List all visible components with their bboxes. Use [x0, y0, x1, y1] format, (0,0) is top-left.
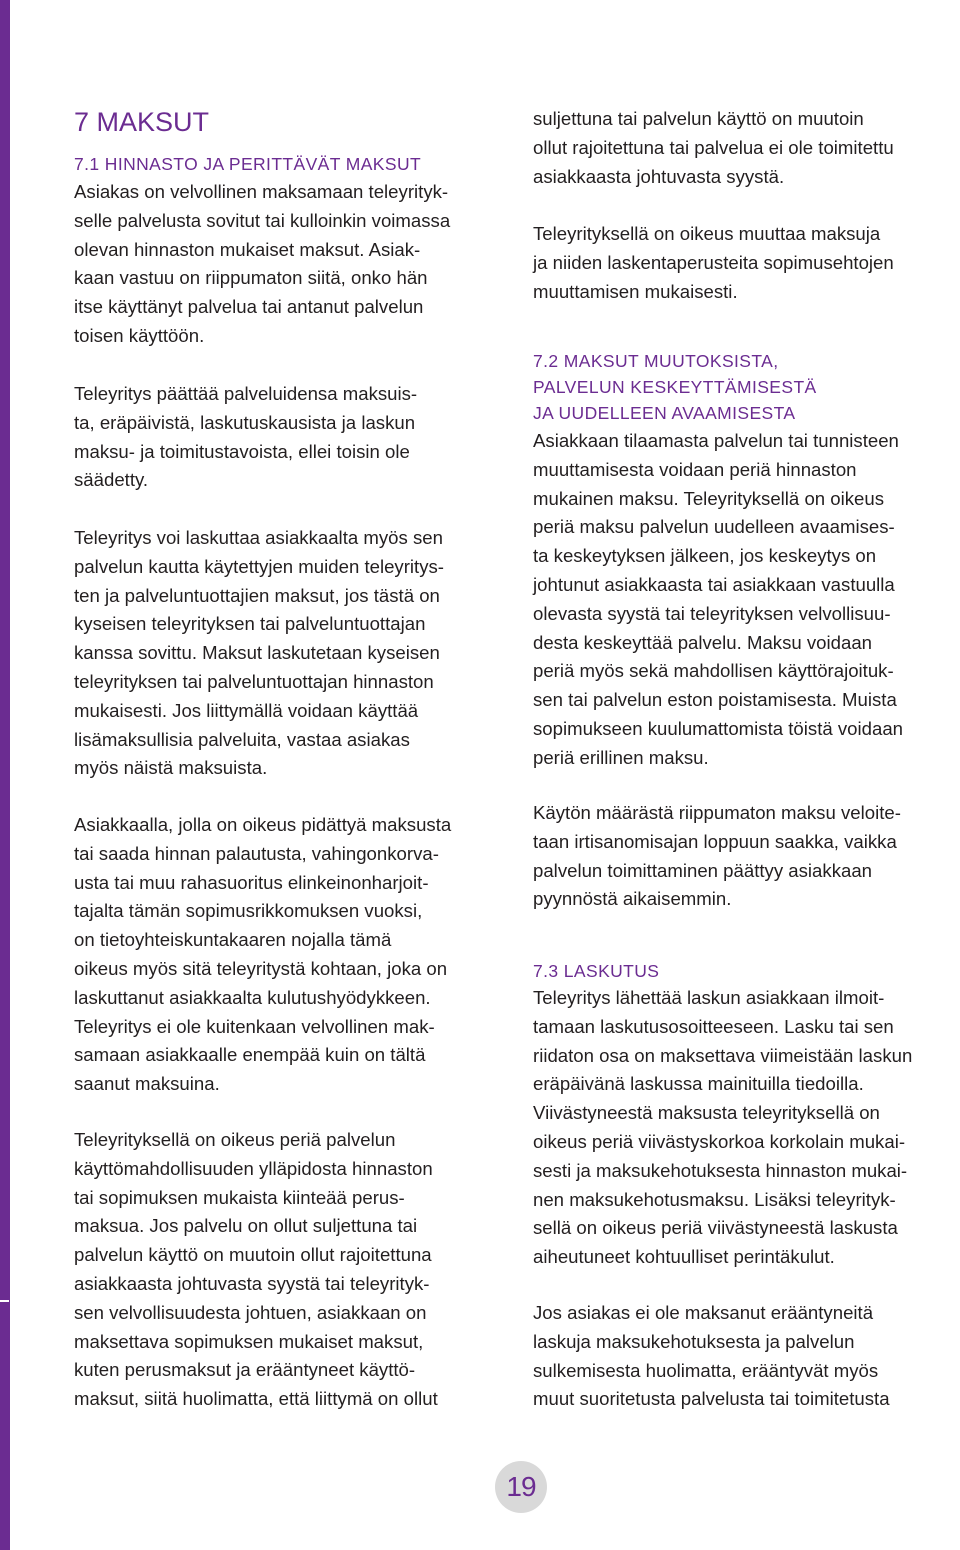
paragraph-right-4: Käytön määrästä riippumaton maksu veloite- taan irtisanomisajan loppuun saakka, vaikka palvelun toimittaminen päättyy asiakkaan pyynnöstä aikaisemmin. — [533, 802, 901, 910]
section-title: 7 MAKSUT — [74, 107, 210, 137]
heading-7-1: 7.1 HINNASTO JA PERITTÄVÄT MAKSUT — [74, 154, 422, 174]
side-tick-mark — [0, 1300, 9, 1302]
paragraph-right-2: Teleyrityksellä on oikeus muuttaa maksuja ja niiden laskentaperusteita sopimusehtojen muuttamisen mukaisesti. — [533, 223, 894, 302]
paragraph-right-5: Teleyritys lähettää laskun asiakkaan ilmoit- tamaan laskutusosoitteeseen. Lasku tai sen riidaton osa on maksettava viimeistään laskun eräpäivänä laskussa mainituilla tiedoilla. Viivästyneestä maksusta teleyrityksellä on oikeus periä viivästyskorkoa korkolain mukai- sesti ja maksukehotuksesta hinnaston mukai- nen maksukehotusmaksu. Lisäksi teleyrityk- sellä on oikeus periä viivästyneestä laskusta aiheutuneet kohtuulliset perintäkulut. — [533, 987, 913, 1268]
paragraph-left-3: Teleyritys voi laskuttaa asiakkaalta myös sen palvelun kautta käytettyjen muiden teleyritys- ten ja palveluntuottajien maksut, jos tästä on kyseisen teleyrityksen tai palveluntuottajan kanssa sovittu. Maksut laskutetaan kyseisen teleyrityksen tai palveluntuottajan hinnaston mukaisesti. Jos liittymällä voidaan käyttää lisämaksullisia palveluita, vastaa asiakas myös näistä maksuista. — [74, 527, 444, 779]
paragraph-left-5: Teleyrityksellä on oikeus periä palvelun käyttömahdollisuuden ylläpidosta hinnaston tai sopimuksen mukaista kiinteää perus- maksua. Jos palvelu on ollut suljettuna tai palvelun käyttö on muutoin ollut rajoitettuna asiakkaasta johtuvasta syystä tai teleyrityk- sen velvollisuudesta johtuen, asiakkaan on maksettava sopimuksen mukaiset maksut, kuten perusmaksut ja erääntyneet käyttö- maksut, siitä huolimatta, että liittymä on ollut — [74, 1129, 438, 1410]
page-number-badge: 19 — [495, 1461, 547, 1513]
paragraph-right-3: Asiakkaan tilaamasta palvelun tai tunnisteen muuttamisesta voidaan periä hinnaston mukainen maksu. Teleyrityksellä on oikeus periä maksu palvelun uudelleen avaamises- ta keskeytyksen jälkeen, jos keskeytys on johtunut asiakkaasta tai asiakkaan vastuulla olevasta syystä tai teleyrityksen velvollisuu- desta keskeyttää palvelu. Maksu voidaan periä myös sekä mahdollisen käyttörajoituk- sen tai palvelun eston poistamisesta. Muista sopimukseen kuulumattomista töistä voidaan periä erillinen maksu. — [533, 430, 904, 768]
heading-7-2: 7.2 MAKSUT MUUTOKSISTA, PALVELUN KESKEYTTÄMISESTÄ JA UUDELLEEN AVAAMISESTA — [533, 351, 817, 423]
paragraph-right-1: suljettuna tai palvelun käyttö on muutoin ollut rajoitettuna tai palvelua ei ole toimitettu asiakkaasta johtuvasta syystä. — [533, 108, 894, 187]
paragraph-left-1: Asiakas on velvollinen maksamaan teleyrityk- selle palvelusta sovitut tai kulloinkin voimassa olevan hinnaston mukaiset maksut. Asiak- kaan vastuu on riippumaton siitä, onko hän itse käyttänyt palvelua tai antanut palvelun toisen käyttöön. — [74, 181, 451, 346]
heading-7-3: 7.3 LASKUTUS — [533, 961, 660, 981]
paragraph-left-4: Asiakkaalla, jolla on oikeus pidättyä maksusta tai saada hinnan palautusta, vahingonkorva- usta tai muu rahasuoritus elinkeinonharjoit- tajalta tämän sopimusrikkomuksen vuoksi, on tietoyhteiskuntakaaren nojalla tämä oikeus myös sitä teleyritystä kohtaan, joka on laskuttanut asiakkaalta kulutushyödykkeen. Teleyritys ei ole kuitenkaan velvollinen mak- samaan asiakkaalle enempää kuin on tältä saanut maksuina. — [74, 814, 452, 1095]
paragraph-right-6: Jos asiakas ei ole maksanut erääntyneitä laskuja maksukehotuksesta ja palvelun sulkemisesta huolimatta, erääntyvät myös muut suoritetusta palvelusta tai toimitetusta — [533, 1302, 890, 1410]
paragraph-left-2: Teleyritys päättää palveluidensa maksuis- ta, eräpäivistä, laskutuskausista ja laskun maksu- ja toimitustavoista, ellei toisin ole säädetty. — [74, 383, 418, 491]
side-accent-bar — [0, 0, 10, 1550]
